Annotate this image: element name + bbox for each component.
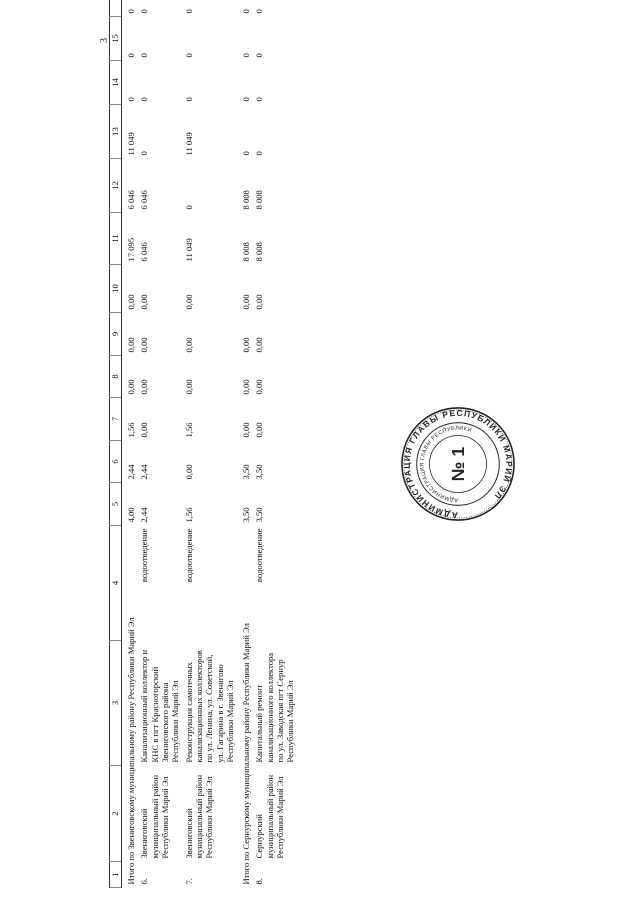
value-cell: 0 [139,53,150,58]
value-cell: 3,50 [241,507,252,523]
value-cell: 3,50 [241,464,252,480]
row-number: 7. [183,878,194,885]
district-cell: Сернурский муниципальный район Республики Марий Эл [254,774,286,859]
value-cell: 8 008 [241,190,252,210]
value-cell: 0 [139,97,150,102]
value-cell: 0,00 [241,294,252,310]
kind-cell: водоотведение [254,528,265,583]
col-header: 11 [110,213,122,265]
col-header: 10 [110,265,122,313]
col-header: 2 [110,766,122,862]
value-cell: 11 049 [183,132,194,156]
stamp-outer-text: АДМИНИСТРАЦИЯ ГЛАВЫ РЕСПУБЛИКИ МАРИЙ ЭЛ [401,407,515,521]
value-cell: 1,56 [183,422,194,438]
col-header: 3 [110,641,122,766]
header-row [110,0,122,888]
value-cell: 0 [254,53,265,58]
value-cell: 0 [241,9,252,14]
value-cell: 0,00 [126,337,136,353]
col-header: 4 [110,526,122,641]
value-cell: 0,00 [241,422,252,438]
stamp-inner-text: АДМИНИСТРАЦИЯ ГЛАВЫ РЕСПУБЛИКИ [419,425,473,503]
value-cell: 0 [126,53,136,58]
col-header: 8 [110,356,122,398]
value-cell: 0 [241,97,252,102]
value-cell: 0,00 [183,464,194,480]
district-cell: Звениговский муниципальный район Республики Марий Эл [139,774,170,859]
value-cell: 8 008 [254,190,265,210]
value-cell: 11 049 [183,238,194,262]
value-cell: 0 [241,53,252,58]
value-cell: 0,00 [254,294,265,310]
value-cell: 0 [126,9,136,14]
value-cell: 0 [139,151,150,156]
value-cell: 0,00 [183,294,194,310]
value-cell: 4,00 [126,507,136,523]
district-cell: Звениговский муниципальный район Республики Марий Эл [183,774,215,859]
object-cell: Канализационный коллектор и КНС в пгт Красногорский Звениговского района Республики Марий Эл [139,649,181,763]
value-cell: 0 [139,9,150,14]
value-cell: 3,50 [254,464,265,480]
value-cell: 0,00 [241,337,252,353]
col-header: 6 [110,441,122,483]
value-cell: 0 [183,53,194,58]
value-cell: 6 046 [139,190,150,210]
total-label: Итого по Звениговскому муниципальному району Республики Марий Эл [126,617,136,885]
col-header: 9 [110,313,122,356]
value-cell: 3,50 [254,507,265,523]
row-number: 8. [254,878,265,885]
value-cell: 0 [241,151,252,156]
value-cell: 0,00 [126,294,136,310]
object-cell: Капитальный ремонт канализационного коллектора по ул. Заводская пгт Сернур Республики Марий Эл [254,652,296,763]
value-cell: 6 046 [126,190,136,210]
col-header: 1 [110,862,122,888]
value-cell: 0 [183,97,194,102]
total-label: Итого по Сернурскому муниципальному району Республики Марий Эл [241,623,252,885]
row-number: 6. [139,878,150,885]
item-row [138,0,182,888]
value-cell: 2,44 [139,507,150,523]
col-header: 5 [110,483,122,526]
value-cell: 8 008 [241,242,252,262]
value-cell: 2,44 [126,464,136,480]
value-cell: 0 [183,9,194,14]
item-row [183,0,238,888]
value-cell: 2,44 [139,464,150,480]
value-cell: 11 049 [126,132,136,156]
value-cell: 0 [254,9,265,14]
col-header: 15 [110,17,122,61]
value-cell: 1,56 [183,507,194,523]
stamp-center-text: № 1 [447,446,468,482]
value-cell: 0,00 [254,379,265,395]
col-header: 7 [110,398,122,441]
col-header: 13 [110,105,122,159]
program-table [109,0,298,888]
item-row [253,0,297,888]
value-cell: 0 [254,97,265,102]
official-stamp [399,405,517,523]
page-number: 3 [99,38,110,43]
value-cell: 0,00 [126,379,136,395]
value-cell: 0,00 [139,422,150,438]
value-cell: 0 [254,151,265,156]
value-cell: 0,00 [254,337,265,353]
value-cell: 17 095 [126,237,136,262]
total-row [237,0,253,888]
value-cell: 1,56 [126,422,136,438]
value-cell: 0,00 [139,294,150,310]
total-row [122,0,139,888]
col-header: 14 [110,61,122,105]
value-cell: 0,00 [139,379,150,395]
object-cell: Реконструкция самотечных канализационных коллекторов по ул. Ленина, ул. Советской, ул. Гагарина в г. Звенигово Республики Марий Эл [183,650,235,763]
value-cell: 0,00 [183,337,194,353]
value-cell: 0,00 [139,337,150,353]
value-cell: 0 [183,205,194,210]
value-cell: 0,00 [241,379,252,395]
col-header [110,0,122,17]
value-cell: 8 008 [254,242,265,262]
kind-cell: водоотведение [139,528,150,583]
value-cell: 0,00 [183,379,194,395]
kind-cell: водоотведение [183,528,194,583]
value-cell: 0 [126,97,136,102]
value-cell: 0,00 [254,422,265,438]
col-header: 12 [110,159,122,213]
value-cell: 6 046 [139,242,150,262]
